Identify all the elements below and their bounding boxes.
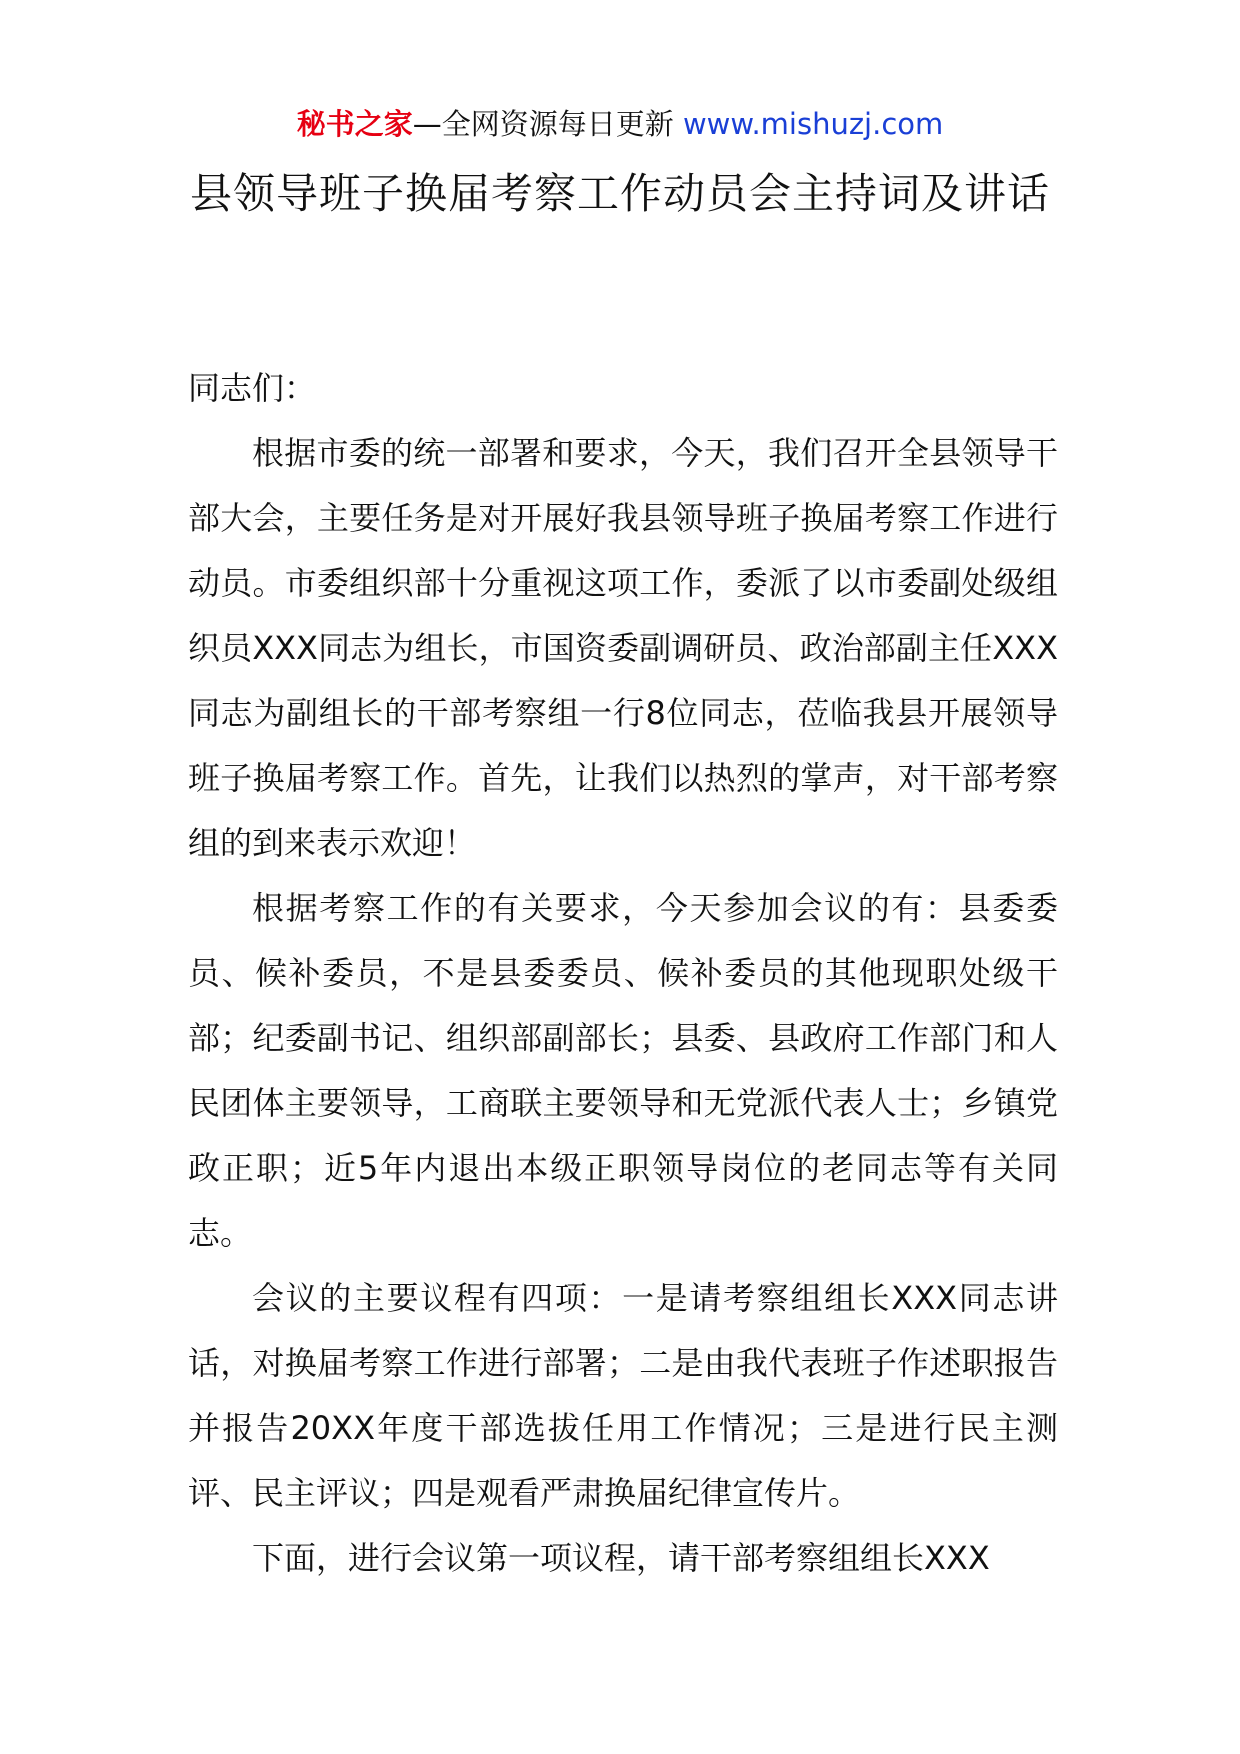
- paragraph: 根据市委的统一部署和要求，今天，我们召开全县领导干部大会，主要任务是对开展好我县领导班子换届考察工作进行动员。市委组织部十分重视这项工作，委派了以市委副处级组织员XXX同志为组长，市国资委副调研员、政治部副主任XXX同志为副组长的干部考察组一行8位同志，莅临我县开展领导班子换届考察工作。首先，让我们以热烈的掌声，对干部考察组的到来表示欢迎！: [188, 434, 1058, 862]
- site-header: [0, 100, 1240, 148]
- paragraph: 下面，进行会议第一项议程，请干部考察组组长XXX: [252, 1539, 990, 1577]
- site-slogan: —全网资源每日更新: [412, 107, 683, 141]
- document-title: 县领导班子换届考察工作动员会主持词及讲话: [189, 169, 1050, 218]
- salutation: 同志们：: [188, 369, 317, 407]
- paragraph: 根据考察工作的有关要求，今天参加会议的有：县委委员、候补委员，不是县委委员、候补委员的其他现职处级干部；纪委副书记、组织部副部长；县委、县政府工作部门和人民团体主要领导，工商联主要领导和无党派代表人士；乡镇党政正职；近5年内退出本级正职领导岗位的老同志等有关同志。: [188, 889, 1058, 1252]
- document-body: [188, 356, 1058, 1591]
- site-url[interactable]: www.mishuzj.com: [682, 107, 944, 141]
- site-brand: 秘书之家: [296, 107, 413, 141]
- paragraph: 会议的主要议程有四项：一是请考察组组长XXX同志讲话，对换届考察工作进行部署；二是由我代表班子作述职报告并报告20XX年度干部选拔任用工作情况；三是进行民主测评、民主评议；四是观看严肃换届纪律宣传片。: [188, 1279, 1058, 1512]
